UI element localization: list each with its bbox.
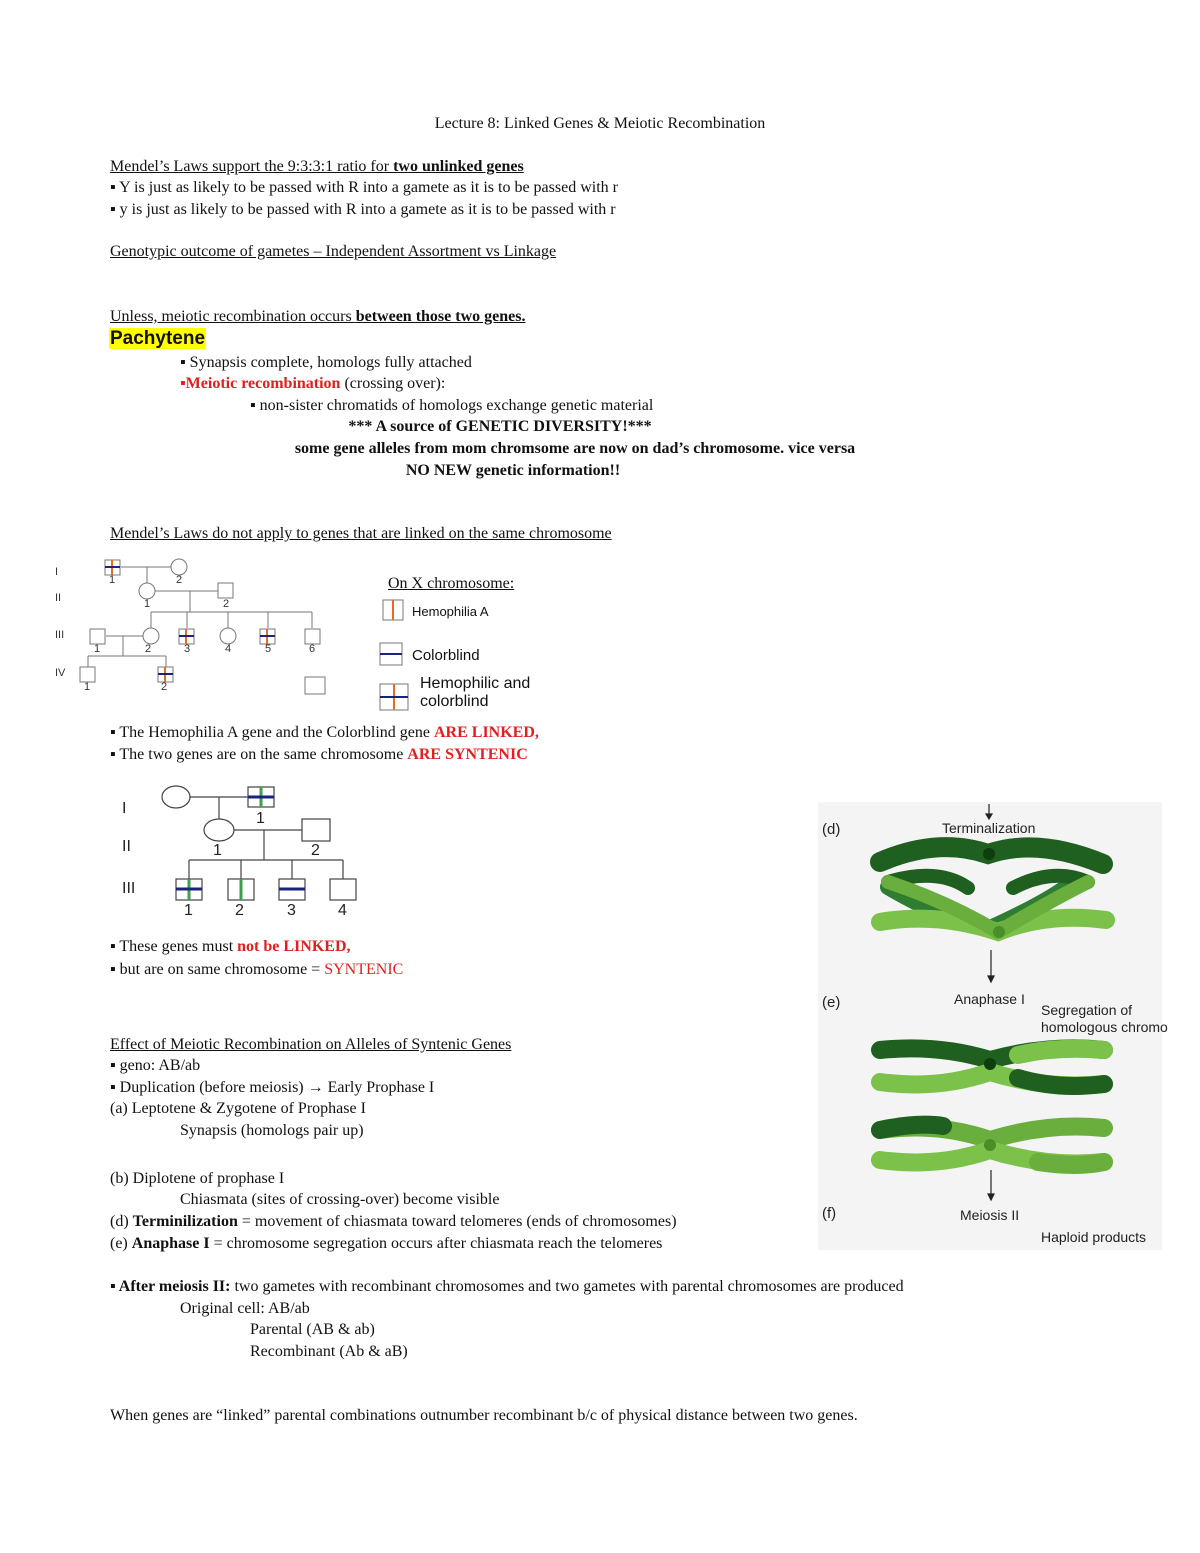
ped1-num-III6: 6: [309, 643, 316, 655]
pachytene-center-1: *** A source of GENETIC DIVERSITY!***: [348, 418, 652, 435]
ped2-num-III4: 4: [338, 902, 347, 919]
ped2-gen-I: I: [122, 800, 127, 817]
legend-both-label-2: colorblind: [420, 693, 489, 710]
unless-bold: between those two genes.: [355, 308, 526, 325]
ped1-num-IV2: 2: [161, 681, 168, 693]
mendel-bullet-2: ▪ y is just as likely to be passed with R into a gamete as it is to be passed with r: [110, 201, 616, 218]
effect-line-8-bold: Anaphase I: [131, 1235, 210, 1252]
ped2-num-I1: 1: [256, 810, 265, 827]
linked-bullet-2-text: ▪ The two genes are on the same chromosome: [110, 746, 408, 763]
effect-line-7-pre: (d): [110, 1213, 133, 1230]
ped1-gen-III: III: [55, 629, 65, 641]
final-statement: When genes are “linked” parental combinations outnumber recombinant b/c of physical distance between two genes.: [110, 1407, 858, 1424]
after-line-3: Recombinant (Ab & aB): [250, 1343, 408, 1360]
ped1-num-I2: 2: [176, 574, 183, 586]
pachytene-bullet-2-marker: ▪: [180, 375, 186, 392]
fig-meiosis: Meiosis II: [960, 1207, 1020, 1223]
notlinked-bullet-1-text: ▪ These genes must: [110, 938, 238, 955]
pachytene-center-2: some gene alleles from mom chromsome are now on dad’s chromosome. vice versa: [294, 440, 856, 457]
pachytene-label: Pachytene: [110, 328, 206, 349]
ped1-num-IV1: 1: [84, 681, 91, 693]
ped1-num-III5: 5: [265, 643, 272, 655]
ped1-gen-IV: IV: [55, 667, 66, 679]
legend-hemophilia-label: Hemophilia A: [412, 604, 489, 619]
ped1-num-II2: 2: [223, 598, 230, 610]
fig-label-d: (d): [822, 821, 841, 838]
ped1-num-III1: 1: [94, 643, 101, 655]
ped2-I1-female: [162, 786, 190, 808]
unless-text: Unless, meiotic recombination occurs: [110, 308, 356, 325]
effect-line-5: (b) Diplotene of prophase I: [110, 1170, 285, 1187]
fig-segregation-1: Segregation of: [1041, 1002, 1133, 1018]
ped1-gen-II: II: [55, 592, 62, 604]
effect-line-7-bold: Terminilization: [132, 1213, 238, 1230]
legend-colorblind-label: Colorblind: [412, 647, 480, 664]
effect-line-8: [110, 1234, 662, 1254]
legend-both-label-1: Hemophilic and: [420, 675, 531, 692]
pachytene-bullet-1: ▪ Synapsis complete, homologs fully attached: [180, 354, 472, 371]
fig-terminalization: Terminalization: [942, 820, 1036, 836]
ped1-num-I1: 1: [109, 574, 116, 586]
after-bold: ▪ After meiosis II:: [110, 1278, 231, 1295]
pachytene-bullet-3: ▪ non-sister chromatids of homologs exchange genetic material: [250, 397, 654, 414]
linked-bullet-1-text: ▪ The Hemophilia A gene and the Colorblind gene: [110, 724, 434, 741]
fig-segregation-2: homologous chromo: [1041, 1019, 1168, 1035]
ped2-num-III1: 1: [184, 902, 193, 919]
fig-anaphase: Anaphase I: [954, 991, 1025, 1007]
effect-line-3: (a) Leptotene & Zygotene of Prophase I: [110, 1100, 366, 1117]
genotypic-heading: Genotypic outcome of gametes – Independent Assortment vs Linkage: [110, 243, 557, 260]
effect-line-8-pre: (e): [110, 1235, 132, 1252]
ped1-gen-I: I: [55, 566, 59, 578]
after-line-1: Original cell: AB/ab: [180, 1300, 310, 1317]
ped2-num-II1: 1: [213, 842, 222, 859]
notlinked-bullet-2: [110, 960, 403, 980]
meiosis-figure: [818, 802, 1168, 1250]
fig-label-e: (e): [822, 994, 841, 1011]
ped1-num-III4: 4: [225, 643, 232, 655]
pachytene-bullet-2-red: Meiotic recombination: [185, 375, 341, 392]
linked-heading: Mendel’s Laws do not apply to genes that are linked on the same chromosome: [110, 525, 612, 542]
notlinked-bullet-2-text: ▪ but are on same chromosome =: [110, 961, 325, 978]
ped2-II2-male: [302, 819, 330, 841]
mendel-heading-bold: two unlinked genes: [393, 158, 524, 175]
ped1-num-II1: 1: [144, 598, 151, 610]
mendel-bullet-1: ▪ Y is just as likely to be passed with R into a gamete as it is to be passed with r: [110, 179, 618, 196]
fig-label-f: (f): [822, 1205, 837, 1222]
effect-line-2: ▪ Duplication (before meiosis) → Early Prophase I: [110, 1079, 435, 1096]
fig-haploid: Haploid products: [1041, 1229, 1147, 1245]
ped2-II1-female: [204, 819, 234, 841]
page-title: Lecture 8: Linked Genes & Meiotic Recombination: [434, 115, 766, 132]
effect-heading: Effect of Meiotic Recombination on Alleles of Syntenic Genes: [110, 1036, 512, 1053]
ped2-num-II2: 2: [311, 842, 320, 859]
effect-line-4: Synapsis (homologs pair up): [180, 1122, 364, 1139]
ped2-gen-II: II: [122, 838, 131, 855]
legend-title: On X chromosome:: [388, 575, 515, 592]
after-rest: two gametes with recombinant chromosomes and two gametes with parental chromosomes are produced: [230, 1278, 904, 1295]
effect-line-8-rest: = chromosome segregation occurs after chiasmata reach the telomeres: [209, 1235, 663, 1252]
ped2-III4-male: [330, 879, 356, 900]
ped1-num-III3: 3: [184, 643, 191, 655]
effect-line-1: ▪ geno: AB/ab: [110, 1057, 201, 1074]
ped2-gen-III: III: [122, 880, 136, 897]
pachytene-bullet-2-rest: (crossing over):: [340, 375, 446, 392]
after-line-2: Parental (AB & ab): [250, 1321, 375, 1338]
effect-line-6: Chiasmata (sites of crossing-over) become visible: [180, 1191, 500, 1208]
pedigree-2-shapes: [162, 786, 356, 900]
notlinked-bullet-1-red: not be LINKED,: [237, 938, 351, 955]
pachytene-center-3: NO NEW genetic information!!: [405, 462, 621, 479]
after-line: [110, 1277, 904, 1297]
mendel-heading-text: Mendel’s Laws support the 9:3:3:1 ratio for: [110, 158, 394, 175]
notlinked-bullet-1: [110, 937, 351, 957]
ped2-num-III2: 2: [235, 902, 244, 919]
linked-bullet-2-red: ARE SYNTENIC: [407, 746, 528, 763]
notlinked-bullet-2-red: SYNTENIC: [324, 961, 404, 978]
effect-line-7: [110, 1212, 677, 1232]
ped1-num-III2: 2: [145, 643, 152, 655]
ped2-num-III3: 3: [287, 902, 296, 919]
linked-bullet-1-red: ARE LINKED,: [433, 724, 539, 741]
effect-line-7-rest: = movement of chiasmata toward telomeres (ends of chromosomes): [237, 1213, 677, 1230]
